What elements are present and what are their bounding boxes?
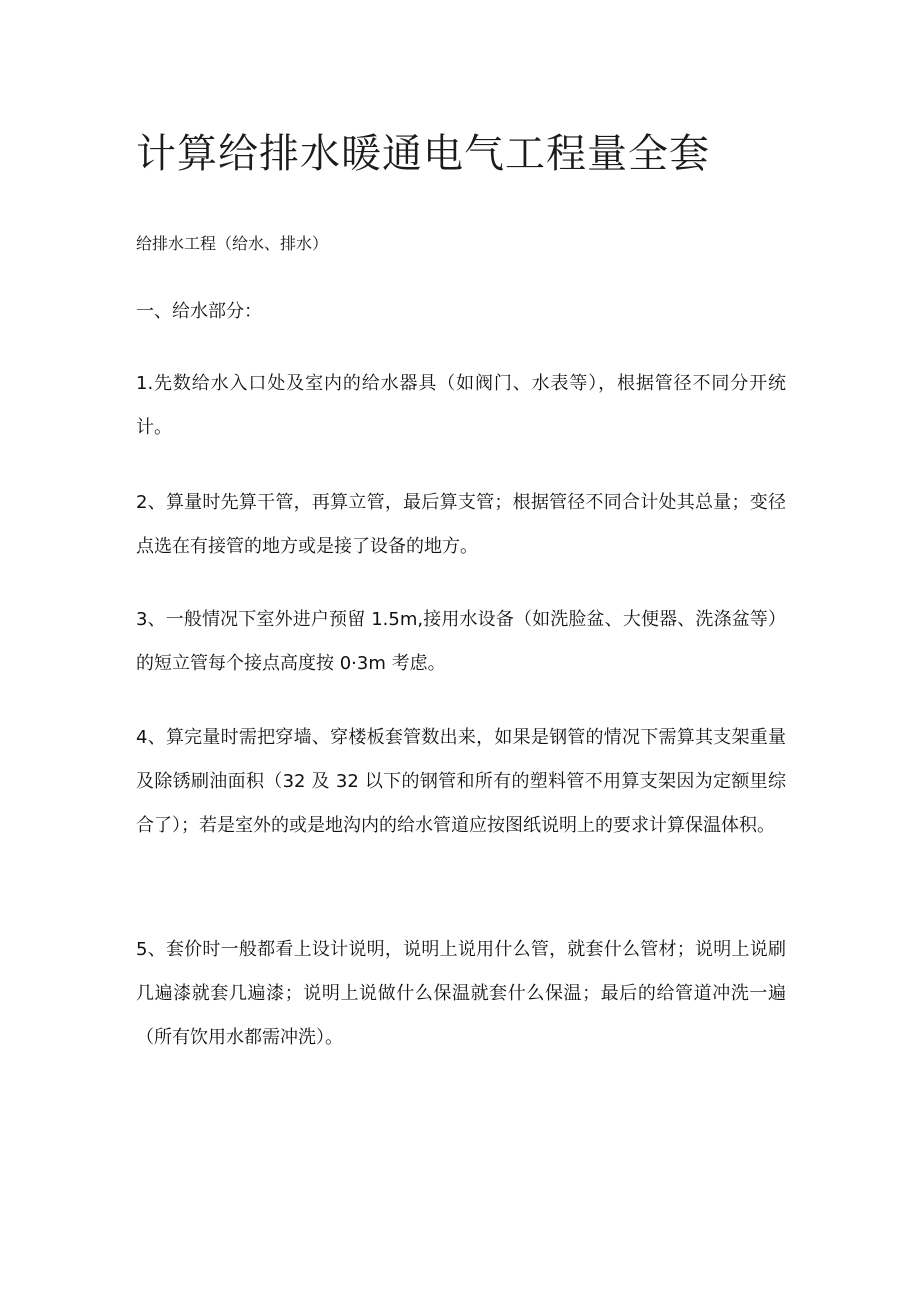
paragraph-2: 2、算量时先算干管，再算立管，最后算支管；根据管径不同合计处其总量；变径点选在有接管的地方或是接了设备的地方。 — [136, 492, 786, 557]
paragraph-3: 3、一般情况下室外进户预留 1.5m,接用水设备（如洗脸盆、大便器、洗涤盆等）的短立管每个接点高度按 0·3m 考虑。 — [136, 609, 786, 674]
document-subtitle: 给排水工程（给水、排水） — [136, 234, 329, 253]
document-title: 计算给排水暖通电气工程量全套 — [136, 131, 710, 177]
section-heading-water-supply: 一、给水部分： — [136, 301, 262, 322]
paragraph-5: 5、套价时一般都看上设计说明，说明上说用什么管，就套什么管材；说明上说刷几遍漆就套几遍漆；说明上说做什么保温就套什么保温；最后的给管道冲洗一遍（所有饮用水都需冲洗）。 — [136, 939, 786, 1048]
paragraph-4: 4、算完量时需把穿墙、穿楼板套管数出来，如果是钢管的情况下需算其支架重量及除锈刷油面积（32 及 32 以下的钢管和所有的塑料管不用算支架因为定额里综合了）；若是室外的或是地沟内的给水管道应按图纸说明上的要求计算保温体积。 — [136, 727, 786, 836]
paragraph-1: 1.先数给水入口处及室内的给水器具（如阀门、水表等），根据管径不同分开统计。 — [136, 373, 786, 438]
